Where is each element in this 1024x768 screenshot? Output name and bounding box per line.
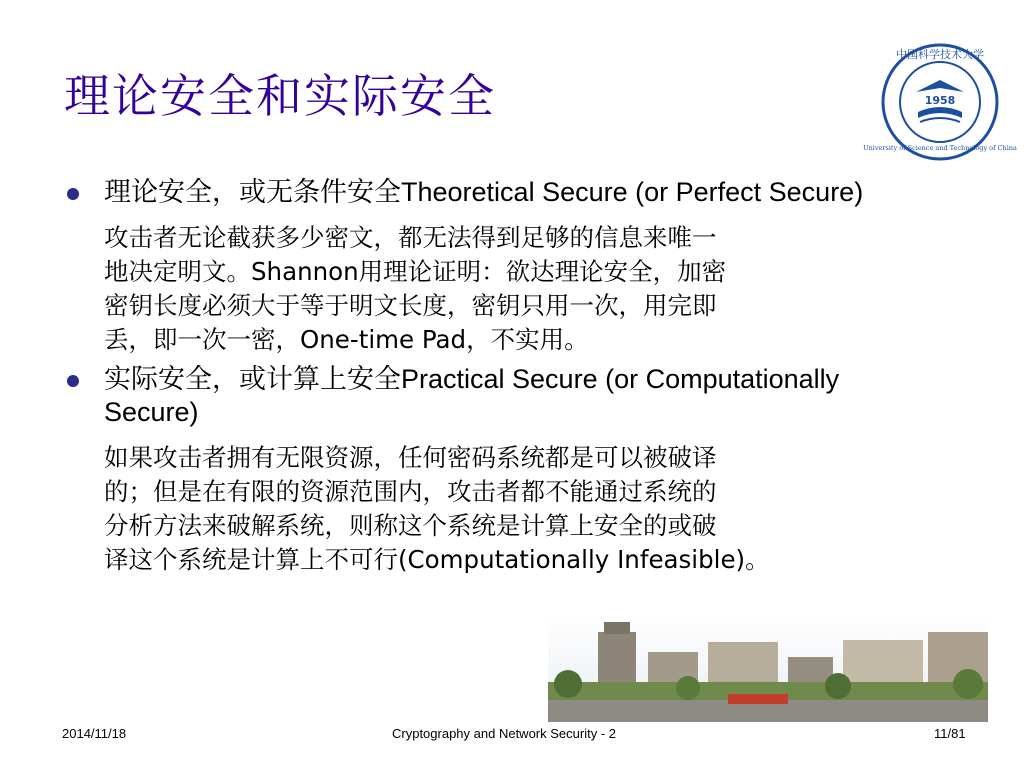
detail-line: 如果攻击者拥有无限资源，任何密码系统都是可以被破译 <box>104 443 717 472</box>
footer-date: 2014/11/18 <box>62 726 127 741</box>
bullet-theoretical-secure <box>64 176 934 209</box>
logo-year: 1958 <box>924 94 956 107</box>
detail-line: 的；但是在有限的资源范围内，攻击者都不能通过系统的 <box>104 477 717 506</box>
footer-course: Cryptography and Network Security - 2 <box>392 726 616 741</box>
logo-ring-text: University of Science and Technology of China <box>863 144 1017 152</box>
bullet-dot <box>67 188 79 200</box>
bullet-dot <box>67 375 79 387</box>
university-logo <box>863 42 1017 162</box>
bullet-practical-secure <box>64 363 934 429</box>
detail-line: 分析方法来破解系统，则称这个系统是计算上安全的或破 <box>104 511 717 540</box>
footer-page-number: 11/81 <box>934 726 966 741</box>
detail-line: 地决定明文。Shannon用理论证明：欲达理论安全，加密 <box>104 257 727 286</box>
bullet-detail <box>64 221 934 357</box>
bullet-detail <box>64 441 934 577</box>
detail-line: 译这个系统是计算上不可行(Computationally Infeasible)。 <box>104 545 770 574</box>
bullet-heading: 实际安全，或计算上安全Practical Secure (or Computationally Secure) <box>104 364 840 427</box>
campus-photo <box>548 612 988 722</box>
detail-line: 密钥长度必须大于等于明文长度，密钥只用一次，用完即 <box>104 291 717 320</box>
logo-top-text: 中国科学技术大学 <box>896 48 984 61</box>
detail-line: 攻击者无论截获多少密文，都无法得到足够的信息来唯一 <box>104 223 717 252</box>
bullet-heading: 理论安全，或无条件安全Theoretical Secure (or Perfect Secure) <box>104 177 864 207</box>
detail-line: 丢，即一次一密，One-time Pad，不实用。 <box>104 325 589 354</box>
slide-body <box>64 176 934 583</box>
slide-title: 理论安全和实际安全 <box>64 69 496 123</box>
